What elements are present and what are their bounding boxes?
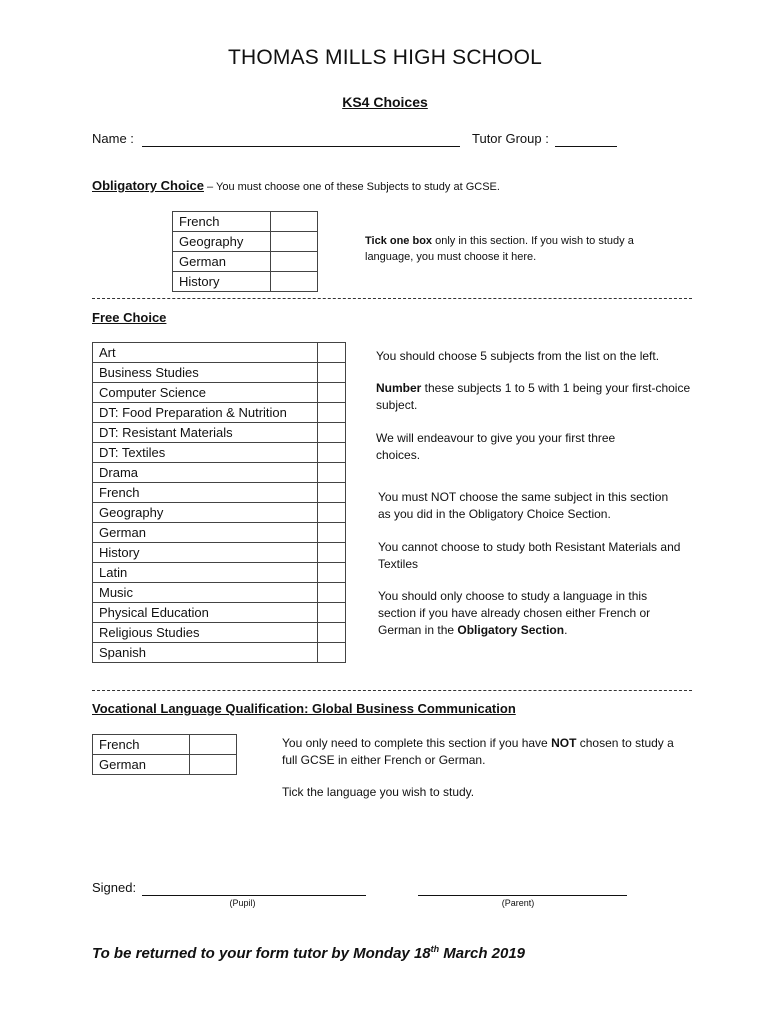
return-text-before: To be returned to your form tutor by Monday 18: [92, 945, 431, 962]
pupil-label: (Pupil): [229, 898, 256, 908]
table-row: [93, 443, 346, 463]
tutor-group-field[interactable]: [555, 131, 617, 147]
section-divider: [92, 298, 692, 299]
table-row: [93, 463, 346, 483]
vocational-heading: Vocational Language Qualification: Global Business Communication: [92, 701, 516, 716]
table-row: [93, 755, 237, 775]
rank-box[interactable]: [318, 443, 346, 463]
table-row: [93, 343, 346, 363]
rank-box[interactable]: [318, 343, 346, 363]
free-choice-note-2-bold: Number: [376, 381, 422, 395]
subject-name: Spanish: [93, 643, 318, 663]
subject-name: DT: Resistant Materials: [93, 423, 318, 443]
subject-name: Art: [93, 343, 318, 363]
obligatory-description: – You must choose one of these Subjects to study at GCSE.: [203, 181, 500, 193]
subject-name: Religious Studies: [93, 623, 318, 643]
table-row: [93, 363, 346, 383]
obligatory-note: [365, 233, 635, 265]
subject-name: Physical Education: [93, 603, 318, 623]
table-row: [173, 232, 318, 252]
subject-name: History: [93, 543, 318, 563]
rank-box[interactable]: [318, 543, 346, 563]
rank-box[interactable]: [318, 463, 346, 483]
obligatory-header: [92, 178, 500, 193]
rank-box[interactable]: [318, 643, 346, 663]
parent-signature-field[interactable]: [418, 880, 627, 896]
free-choice-note-6: [378, 588, 678, 639]
free-choice-note-2: [376, 380, 691, 414]
subject-name: French: [93, 483, 318, 503]
subject-name: History: [173, 272, 271, 292]
name-field[interactable]: [142, 131, 460, 147]
table-row: [93, 543, 346, 563]
vocational-note-1-end: chosen to study a full GCSE in either French or German.: [282, 736, 674, 767]
subject-name: German: [93, 755, 190, 775]
return-text-after: March 2019: [439, 945, 526, 962]
parent-label: (Parent): [501, 898, 535, 908]
free-choice-heading: Free Choice: [92, 310, 167, 325]
subject-name: Geography: [93, 503, 318, 523]
tutor-group-label: Tutor Group :: [472, 131, 549, 146]
subject-name: French: [173, 212, 271, 232]
rank-box[interactable]: [318, 483, 346, 503]
subject-name: French: [93, 735, 190, 755]
table-row: [93, 523, 346, 543]
vocational-note-1-bold: NOT: [551, 736, 577, 750]
table-row: [93, 383, 346, 403]
table-row: [93, 583, 346, 603]
free-choice-note-6-text: You should only choose to study a language in this section if you have already chosen either French or German in the: [378, 589, 651, 637]
name-row: [92, 131, 460, 147]
pupil-signature-field[interactable]: [142, 880, 366, 896]
tick-box[interactable]: [271, 212, 318, 232]
subject-name: German: [173, 252, 271, 272]
subject-name: DT: Textiles: [93, 443, 318, 463]
free-choice-note-1: You should choose 5 subjects from the list on the left.: [376, 349, 660, 363]
free-choice-note-6-bold: Obligatory Section: [457, 623, 565, 637]
tick-box[interactable]: [271, 252, 318, 272]
subject-name: Latin: [93, 563, 318, 583]
vocational-table: [92, 734, 237, 775]
obligatory-note-bold: Tick one box: [365, 235, 433, 247]
free-choice-note-4: You must NOT choose the same subject in this section as you did in the Obligatory Choice Section.: [378, 490, 669, 521]
subject-name: Business Studies: [93, 363, 318, 383]
rank-box[interactable]: [318, 383, 346, 403]
free-choice-table: [92, 342, 346, 663]
obligatory-note-text: only in this section. If you wish to study a language, you must choose it here.: [365, 235, 634, 263]
subject-name: German: [93, 523, 318, 543]
tick-box[interactable]: [190, 755, 237, 775]
return-superscript: th: [430, 944, 440, 954]
tick-box[interactable]: [271, 232, 318, 252]
tick-box[interactable]: [271, 272, 318, 292]
table-row: [173, 252, 318, 272]
school-name: THOMAS MILLS HIGH SCHOOL: [227, 46, 543, 69]
subject-name: Music: [93, 583, 318, 603]
table-row: [93, 403, 346, 423]
signed-row: [92, 880, 366, 896]
tutor-group-row: [472, 131, 617, 147]
subject-name: Drama: [93, 463, 318, 483]
vocational-note-1: [282, 735, 677, 769]
rank-box[interactable]: [318, 523, 346, 543]
subject-name: DT: Food Preparation & Nutrition: [93, 403, 318, 423]
tick-box[interactable]: [190, 735, 237, 755]
free-choice-note-3: We will endeavour to give you your first three choices.: [376, 431, 616, 462]
table-row: [93, 503, 346, 523]
table-row: [93, 563, 346, 583]
table-row: [93, 735, 237, 755]
free-choice-note-6-end: .: [564, 623, 568, 637]
vocational-note-2: Tick the language you wish to study.: [282, 785, 475, 799]
rank-box[interactable]: [318, 363, 346, 383]
table-row: [173, 272, 318, 292]
name-label: Name :: [92, 131, 134, 146]
obligatory-heading: Obligatory Choice: [92, 178, 204, 193]
subject-name: Computer Science: [93, 383, 318, 403]
subject-name: Geography: [173, 232, 271, 252]
table-row: [93, 643, 346, 663]
table-row: [93, 483, 346, 503]
vocational-note-1-text: You only need to complete this section if you have: [282, 736, 552, 750]
table-row: [173, 212, 318, 232]
rank-box[interactable]: [318, 583, 346, 603]
section-divider: [92, 690, 692, 691]
table-row: [93, 623, 346, 643]
rank-box[interactable]: [318, 423, 346, 443]
free-choice-note-5: You cannot choose to study both Resistant Materials and Textiles: [378, 540, 681, 571]
table-row: [93, 423, 346, 443]
parent-signature-row: [418, 880, 627, 896]
rank-box[interactable]: [318, 503, 346, 523]
form-title: KS4 Choices: [342, 94, 428, 110]
signed-label: Signed:: [92, 880, 137, 895]
rank-box[interactable]: [318, 403, 346, 423]
rank-box[interactable]: [318, 623, 346, 643]
return-instruction: [92, 944, 525, 962]
table-row: [93, 603, 346, 623]
free-choice-note-2-text: these subjects 1 to 5 with 1 being your first-choice subject.: [376, 381, 691, 412]
rank-box[interactable]: [318, 603, 346, 623]
rank-box[interactable]: [318, 563, 346, 583]
obligatory-table: [172, 211, 318, 292]
